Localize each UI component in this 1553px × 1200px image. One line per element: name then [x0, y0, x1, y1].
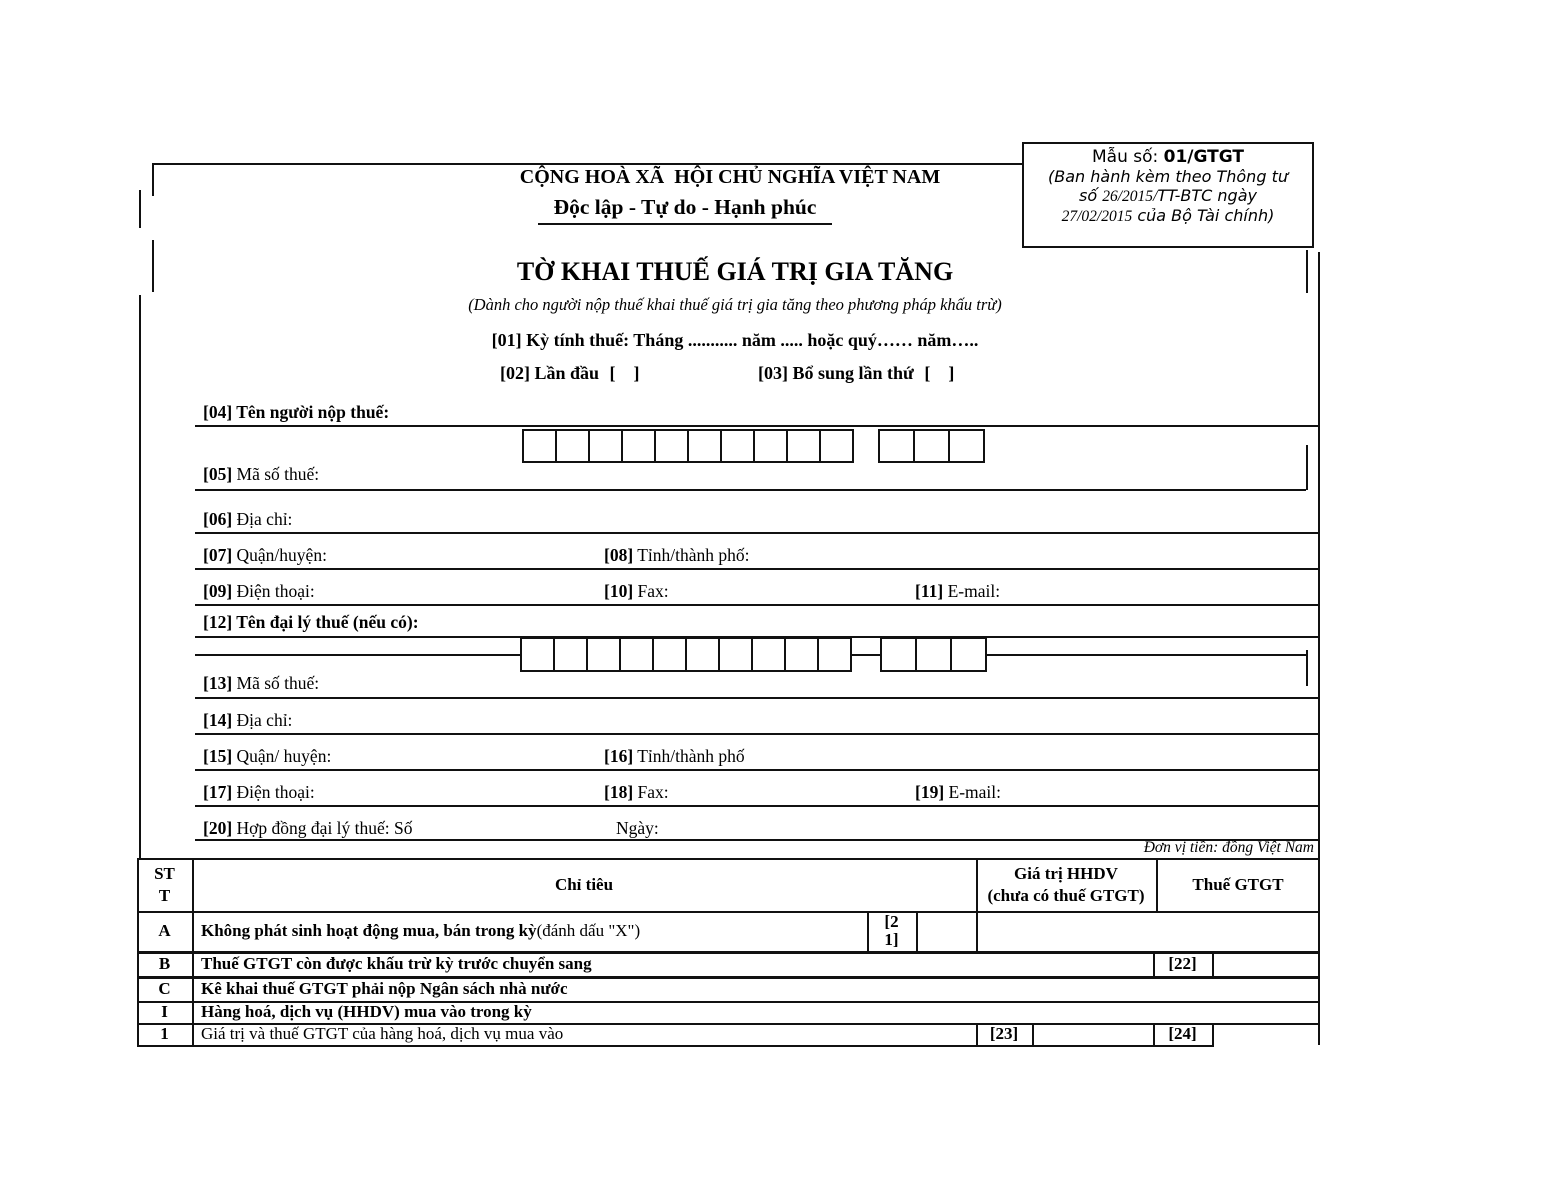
- row-c-stt: C: [158, 978, 171, 998]
- tax-code-box[interactable]: [687, 429, 722, 463]
- supplement-group: [758, 363, 954, 384]
- tax-code-box[interactable]: [784, 637, 819, 672]
- row-1-stt: 1: [160, 1024, 169, 1044]
- field-underline: [195, 489, 1306, 491]
- tax-code-box[interactable]: [553, 637, 588, 672]
- field-18-label: [18] Fax:: [604, 782, 669, 802]
- form-number-box: [1022, 142, 1314, 248]
- border-line: [1306, 445, 1308, 490]
- tax-code-box[interactable]: [819, 429, 854, 463]
- issuance-note-line3: 27/02/2015 của Bộ Tài chính): [1061, 206, 1275, 225]
- row-1-ref1: [23]: [989, 1024, 1019, 1044]
- table-grid-line: [137, 1045, 1214, 1047]
- field-10-label: [10] Fax:: [604, 581, 669, 601]
- field-underline: [195, 568, 1318, 570]
- tax-code-box[interactable]: [948, 429, 985, 463]
- tax-code-box[interactable]: [685, 637, 720, 672]
- row-i-label: Hàng hoá, dịch vụ (HHDV) mua vào trong kỳ: [201, 1002, 532, 1022]
- tax-code-box[interactable]: [753, 429, 788, 463]
- table-header-value: Giá trị HHDV (chưa có thuế GTGT): [987, 863, 1145, 905]
- row-a-checkbox-cell[interactable]: [916, 911, 976, 951]
- tax-code-box[interactable]: [555, 429, 590, 463]
- row-1-value-cell[interactable]: [1032, 1023, 1153, 1045]
- first-time-group: [500, 363, 640, 384]
- table-header-stt: STT: [154, 864, 175, 905]
- tax-code-box[interactable]: [950, 637, 987, 672]
- field-underline: [195, 805, 1318, 807]
- field-underline: [195, 604, 1318, 606]
- field-05-label: [05] Mã số thuế:: [203, 464, 320, 484]
- row-c-label: Kê khai thuế GTGT phải nộp Ngân sách nhà nước: [201, 978, 568, 998]
- border-line: [1306, 650, 1308, 686]
- tax-code-box[interactable]: [880, 637, 917, 672]
- field-06-label: [06] Địa chỉ:: [203, 509, 293, 529]
- tax-code-box[interactable]: [588, 429, 623, 463]
- table-header-target: Chỉ tiêu: [554, 874, 614, 894]
- motto: Độc lập - Tự do - Hạnh phúc: [400, 195, 970, 225]
- tax-period-line: [01] Kỳ tính thuế: Tháng ........... năm ..... hoặc quý…… năm…..: [491, 330, 979, 350]
- tax-code-box[interactable]: [718, 637, 753, 672]
- taxpayer-taxcode-boxes: [522, 429, 854, 463]
- row-b-label: Thuế GTGT còn được khấu trừ kỳ trước chuyển sang: [201, 953, 592, 973]
- row-b-stt: B: [158, 953, 171, 973]
- row-b-ref: [22]: [1168, 953, 1197, 973]
- field-04-label: [04] Tên người nộp thuế:: [203, 402, 390, 422]
- row-a-ref: [21]: [884, 912, 899, 949]
- tax-code-box[interactable]: [817, 637, 852, 672]
- supplement-checkbox[interactable]: [ ]: [924, 363, 955, 383]
- tax-code-box[interactable]: [522, 429, 557, 463]
- table-header-tax: Thuế GTGT: [1192, 874, 1284, 894]
- field-19-label: [19] E-mail:: [915, 782, 1002, 802]
- field-underline: [195, 769, 1318, 771]
- field-20-label: [20] Hợp đồng đại lý thuế: Số: [203, 818, 413, 838]
- field-14-label: [14] Địa chỉ:: [203, 710, 293, 730]
- field-08-label: [08] Tỉnh/thành phố:: [604, 545, 750, 565]
- row-1-label: Giá trị và thuế GTGT của hàng hoá, dịch vụ mua vào: [201, 1024, 564, 1044]
- tax-code-box[interactable]: [621, 429, 656, 463]
- field-07-label: [07] Quận/huyện:: [203, 545, 327, 565]
- page-subtitle: (Dành cho người nộp thuế khai thuế giá trị gia tăng theo phương pháp khấu trừ): [468, 295, 1002, 314]
- tax-code-box[interactable]: [586, 637, 621, 672]
- issuance-note-line2: số 26/2015/TT-BTC ngày: [1079, 186, 1257, 205]
- currency-note: Đơn vị tiền: đồng Việt Nam: [1143, 839, 1314, 856]
- row-a-value-cell[interactable]: [976, 911, 1320, 951]
- tax-code-box[interactable]: [520, 637, 555, 672]
- border-line: [152, 163, 1022, 165]
- field-underline: [195, 697, 1318, 699]
- row-1-ref2: [24]: [1168, 1024, 1197, 1044]
- row-1-tax-value-cell[interactable]: [1212, 1023, 1320, 1045]
- field-underline: [195, 425, 1318, 427]
- field-20-date-label: Ngày:: [616, 818, 659, 838]
- row-a-label: Không phát sinh hoạt động mua, bán trong kỳ (đánh dấu "X"): [201, 921, 641, 941]
- row-a-stt: A: [158, 921, 171, 941]
- tax-code-box[interactable]: [751, 637, 786, 672]
- field-13-label: [13] Mã số thuế:: [203, 673, 320, 693]
- agent-taxcode-suffix-boxes: [880, 637, 987, 672]
- field-15-label: [15] Quận/ huyện:: [203, 746, 332, 766]
- page-title: TỜ KHAI THUẾ GIÁ TRỊ GIA TĂNG: [516, 257, 954, 286]
- tax-code-box[interactable]: [720, 429, 755, 463]
- border-line: [139, 190, 141, 228]
- tax-code-box[interactable]: [915, 637, 952, 672]
- row-b-value-cell[interactable]: [1212, 951, 1320, 976]
- tax-code-box[interactable]: [913, 429, 950, 463]
- supplement-label: [03] Bổ sung lần thứ: [758, 363, 914, 383]
- border-line: [152, 163, 154, 196]
- national-title: CỘNG HOÀ XÃ HỘI CHỦ NGHĨA VIỆT NAM: [519, 166, 941, 188]
- field-underline: [195, 733, 1318, 735]
- form-number: Mẫu số: 01/GTGT: [1091, 147, 1245, 167]
- tax-code-box[interactable]: [654, 429, 689, 463]
- issuance-note-line1: (Ban hành kèm theo Thông tư: [1048, 167, 1288, 186]
- row-i-stt: I: [161, 1002, 168, 1022]
- tax-code-box[interactable]: [786, 429, 821, 463]
- field-17-label: [17] Điện thoại:: [203, 782, 315, 802]
- border-line: [139, 295, 141, 858]
- field-16-label: [16] Tỉnh/thành phố: [604, 746, 745, 766]
- agent-taxcode-boxes: [520, 637, 852, 672]
- field-09-label: [09] Điện thoại:: [203, 581, 315, 601]
- field-underline: [195, 532, 1318, 534]
- tax-code-box[interactable]: [619, 637, 654, 672]
- field-11-label: [11] E-mail:: [915, 581, 1001, 601]
- field-12-label: [12] Tên đại lý thuế (nếu có):: [203, 612, 419, 632]
- first-time-label: [02] Lần đầu: [500, 363, 600, 383]
- tax-code-box[interactable]: [878, 429, 915, 463]
- tax-code-box[interactable]: [652, 637, 687, 672]
- taxpayer-taxcode-suffix-boxes: [878, 429, 985, 463]
- first-time-checkbox[interactable]: [ ]: [609, 363, 640, 383]
